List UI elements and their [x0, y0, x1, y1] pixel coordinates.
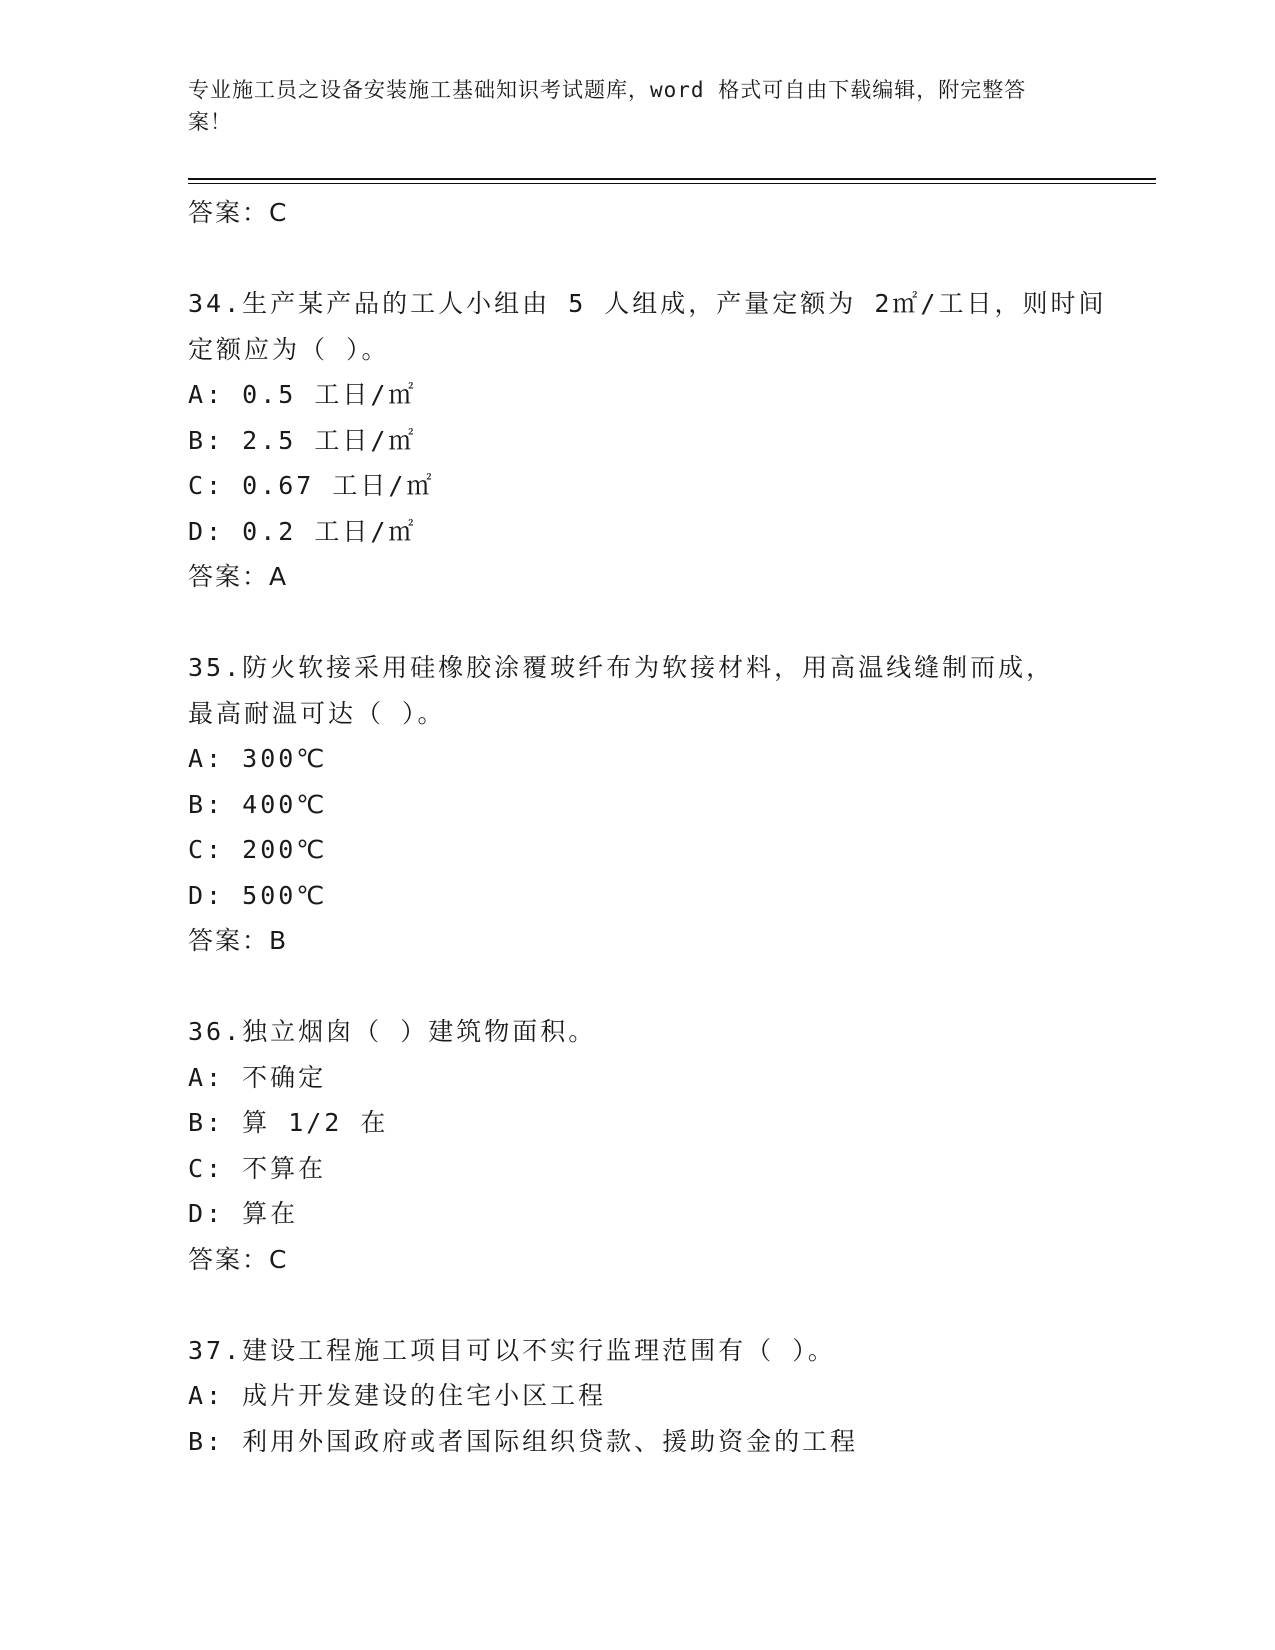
option-b: B: 利用外国政府或者国际组织贷款、援助资金的工程 [188, 1426, 859, 1456]
option-a: A: 0.5 工日/㎡ [188, 380, 417, 409]
option-a: A: 不确定 [188, 1062, 327, 1092]
option-b: B: 400℃ [188, 789, 328, 819]
question-stem: 35.防火软接采用硅橡胶涂覆玻纤布为软接材料，用高温线缝制而成， [188, 653, 1055, 682]
option-a: A: 成片开发建设的住宅小区工程 [188, 1381, 607, 1410]
option-a: A: 300℃ [188, 744, 328, 773]
option-c: C: 不算在 [188, 1153, 327, 1183]
answer-line: 答案：B [188, 926, 289, 955]
question-block [188, 1328, 1128, 1465]
option-b: B: 2.5 工日/㎡ [188, 425, 417, 455]
question-stem: 36.独立烟囱（ ）建筑物面积。 [188, 1017, 597, 1046]
option-d: D: 算在 [188, 1199, 299, 1228]
question-block [188, 645, 1128, 964]
answer-line: 答案：C [188, 1244, 289, 1274]
header-rule-thick [188, 178, 1156, 180]
header-rule-thin [188, 183, 1156, 184]
question-block [188, 281, 1128, 600]
option-c: C: 0.67 工日/㎡ [188, 471, 435, 500]
answer-line: 答案：A [188, 562, 289, 591]
question-stem: 定额应为（ ）。 [188, 334, 390, 364]
question-stem: 37.建设工程施工项目可以不实行监理范围有（ ）。 [188, 1335, 836, 1365]
question-stem: 34.生产某产品的工人小组由 5 人组成，产量定额为 2㎡/工日，则时间 [188, 289, 1107, 318]
option-c: C: 200℃ [188, 835, 328, 864]
question-list [188, 190, 1128, 1464]
option-d: D: 500℃ [188, 880, 328, 910]
answer-line: 答案：C [188, 198, 289, 227]
question-block [188, 1009, 1128, 1282]
document-header: 专业施工员之设备安装施工基础知识考试题库，word 格式可自由下载编辑，附完整答案！ [188, 78, 1027, 134]
option-d: D: 0.2 工日/㎡ [188, 516, 417, 546]
question-stem: 最高耐温可达（ ）。 [188, 698, 446, 728]
option-b: B: 算 1/2 在 [188, 1108, 389, 1137]
